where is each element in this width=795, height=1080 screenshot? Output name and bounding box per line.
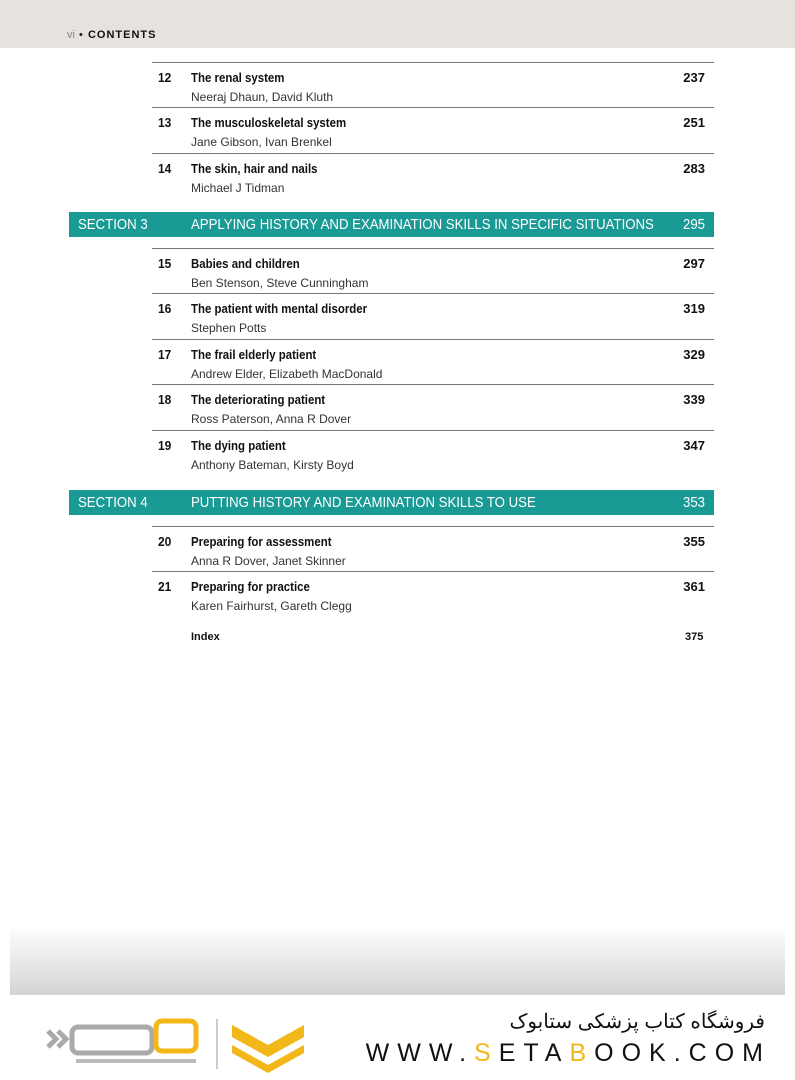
chapter-row[interactable] [152,339,714,385]
chapter-authors: Michael J Tidman [191,180,285,195]
url-part: WWW. [365,1039,475,1067]
setabook-logo-icon [36,1013,306,1075]
chapter-row[interactable] [152,62,714,108]
chapter-authors: Jane Gibson, Ivan Brenkel [191,135,332,150]
watermark-footer [0,995,795,1080]
chapter-page: 251 [683,115,705,131]
url-part: B [569,1039,595,1067]
chapter-number: 18 [158,392,172,408]
chapter-authors: Anna R Dover, Janet Skinner [191,554,346,568]
chapter-title: The frail elderly patient [191,346,317,362]
running-title: CONTENTS [87,29,157,41]
chapter-number: 21 [158,579,172,595]
shop-url[interactable] [366,1039,771,1068]
url-part: OOK.COM [594,1039,771,1067]
chapter-title: Preparing for practice [191,579,310,595]
chapter-number: 16 [158,301,172,317]
chapter-number: 19 [158,437,172,453]
section-page: 295 [682,216,705,233]
section-3-bar[interactable] [69,212,714,237]
chapter-page: 339 [683,392,705,408]
chapter-authors: Stephen Potts [191,321,267,336]
section-page: 353 [682,494,705,511]
chapter-title: The deteriorating patient [191,392,326,408]
chapter-title: The renal system [191,70,285,85]
chapter-title: The musculoskeletal system [191,115,347,131]
chapter-page: 361 [683,579,705,595]
chapter-title: The dying patient [191,437,286,453]
chapter-authors: Neeraj Dhaun, David Kluth [191,90,334,104]
chapter-row[interactable] [152,107,714,153]
chapter-number: 17 [158,346,172,362]
chapter-authors: Ross Paterson, Anna R Dover [191,412,352,427]
chapter-page: 237 [683,70,705,85]
shop-name: فروشگاه کتاب پزشکی ستابوک [509,1011,765,1033]
chapter-number: 14 [158,160,172,176]
chapter-number: 20 [158,534,172,549]
chapter-authors: Andrew Elder, Elizabeth MacDonald [191,366,383,381]
chapter-row[interactable] [152,430,714,476]
chapter-page: 297 [683,256,705,271]
chapter-authors: Karen Fairhurst, Gareth Clegg [191,599,352,614]
chapter-title: The patient with mental disorder [191,301,368,317]
chapter-row[interactable] [152,293,714,339]
index-page: 375 [685,631,704,643]
url-part: ETA [498,1039,570,1067]
chapter-row[interactable] [152,384,714,430]
chapter-row[interactable] [152,526,714,572]
section-4-bar[interactable] [69,490,714,515]
chapter-number: 13 [158,115,172,131]
chapter-page: 347 [683,437,705,453]
chapter-title: Preparing for assessment [191,534,332,549]
chapter-number: 12 [158,70,172,85]
chapter-page: 329 [683,346,705,362]
chapter-title: Babies and children [191,256,300,271]
section-label: SECTION 4 [78,494,148,511]
chapter-authors: Ben Stenson, Steve Cunningham [191,276,369,290]
chapter-title: The skin, hair and nails [191,160,318,176]
chapter-page: 283 [683,160,705,176]
chapter-authors: Anthony Bateman, Kirsty Boyd [191,457,354,472]
chapter-number: 15 [158,256,172,271]
chapter-row[interactable] [152,571,714,617]
chapter-row[interactable] [152,153,714,199]
running-header [0,0,795,48]
page-shadow [10,925,785,995]
section-title: APPLYING HISTORY AND EXAMINATION SKILLS IN SPECIFIC SITUATIONS [191,216,654,233]
url-part: S [474,1039,499,1067]
section-title: PUTTING HISTORY AND EXAMINATION SKILLS TO USE [191,494,536,511]
page-number: vi [67,29,75,41]
section-label: SECTION 3 [78,216,148,233]
chapter-page: 319 [683,301,705,317]
chapter-row[interactable] [152,248,714,294]
index-label[interactable]: Index [191,631,220,643]
chapter-page: 355 [683,534,705,549]
bullet: • [79,29,84,41]
